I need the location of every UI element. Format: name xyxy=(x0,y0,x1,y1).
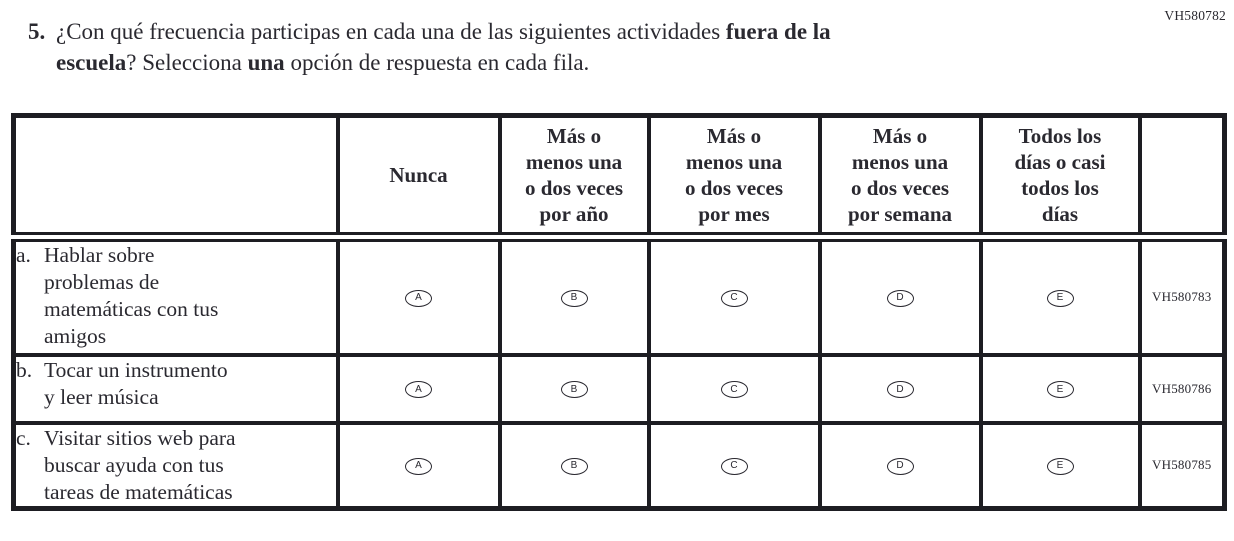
question-text-bold: escuela xyxy=(56,50,127,75)
question-text-part: ¿Con qué frecuencia participas en cada una de las siguientes actividades xyxy=(56,19,726,44)
question-text-part: opción de respuesta en cada fila. xyxy=(284,50,590,75)
row-label: c. xyxy=(16,425,31,450)
row-code: VH580783 xyxy=(1140,237,1225,355)
header-line: días xyxy=(1041,201,1079,226)
option-bubble-e[interactable]: E xyxy=(1047,381,1074,398)
column-header-por-ano xyxy=(500,116,649,237)
option-bubble-a[interactable]: A xyxy=(405,381,432,398)
header-line: Más o xyxy=(546,123,602,148)
row-text-line: Hablar sobre xyxy=(44,242,155,267)
row-text xyxy=(44,425,236,506)
table-row-a xyxy=(14,237,1225,355)
column-header-por-mes xyxy=(649,116,820,237)
row-code: VH580785 xyxy=(1140,423,1225,509)
survey-response-table xyxy=(11,113,1227,511)
header-line: o dos veces xyxy=(685,175,783,200)
row-code: VH580786 xyxy=(1140,355,1225,423)
option-cell xyxy=(649,355,820,423)
header-line: o dos veces xyxy=(525,175,623,200)
option-bubble-e[interactable]: E xyxy=(1047,290,1074,307)
option-bubble-a[interactable]: A xyxy=(405,290,432,307)
column-header-por-semana xyxy=(820,116,981,237)
option-bubble-b[interactable]: B xyxy=(561,458,588,475)
table-row-c xyxy=(14,423,1225,509)
row-text-line: buscar ayuda con tus xyxy=(44,452,224,477)
question-number: 5. xyxy=(28,19,46,44)
option-bubble-b[interactable]: B xyxy=(561,290,588,307)
table-row-b xyxy=(14,355,1225,423)
option-bubble-c[interactable]: C xyxy=(721,290,748,307)
option-cell xyxy=(500,237,649,355)
option-bubble-d[interactable]: D xyxy=(887,290,914,307)
option-cell xyxy=(500,355,649,423)
option-cell xyxy=(820,355,981,423)
option-bubble-d[interactable]: D xyxy=(887,458,914,475)
header-line: menos una xyxy=(685,149,783,174)
header-line: Más o xyxy=(872,123,928,148)
header-line: Más o xyxy=(706,123,762,148)
header-line: todos los xyxy=(1021,175,1099,200)
row-text xyxy=(44,357,228,411)
option-bubble-c[interactable]: C xyxy=(721,381,748,398)
header-line: por mes xyxy=(698,201,770,226)
row-text-line: Tocar un instrumento xyxy=(44,357,228,382)
option-cell xyxy=(649,237,820,355)
row-stem xyxy=(14,355,338,423)
column-header-todos-los-dias xyxy=(981,116,1140,237)
option-bubble-d[interactable]: D xyxy=(887,381,914,398)
header-line: por año xyxy=(539,201,609,226)
header-line: o dos veces xyxy=(851,175,949,200)
header-line: días o casi xyxy=(1014,149,1106,174)
option-bubble-c[interactable]: C xyxy=(721,458,748,475)
row-text-line: tareas de matemáticas xyxy=(44,479,233,504)
option-cell xyxy=(338,423,500,509)
header-line: menos una xyxy=(525,149,623,174)
header-row xyxy=(14,116,1225,237)
row-text-line: problemas de xyxy=(44,269,160,294)
row-stem xyxy=(14,423,338,509)
option-cell xyxy=(500,423,649,509)
question-text-bold: una xyxy=(247,50,285,75)
header-line: por semana xyxy=(847,201,953,226)
row-text xyxy=(44,242,218,350)
row-label: b. xyxy=(16,357,33,382)
header-label: Nunca xyxy=(389,162,448,187)
option-bubble-b[interactable]: B xyxy=(561,381,588,398)
option-cell xyxy=(820,237,981,355)
row-text-line: Visitar sitios web para xyxy=(44,425,236,450)
column-header-blank xyxy=(14,116,338,237)
option-bubble-e[interactable]: E xyxy=(1047,458,1074,475)
option-cell xyxy=(981,423,1140,509)
option-cell xyxy=(981,355,1140,423)
row-label: a. xyxy=(16,242,31,267)
question-text xyxy=(56,16,1056,78)
question-text-bold: fuera de la xyxy=(725,19,831,44)
option-cell xyxy=(820,423,981,509)
option-bubble-a[interactable]: A xyxy=(405,458,432,475)
header-line: Todos los xyxy=(1018,123,1102,148)
option-cell xyxy=(981,237,1140,355)
column-header-nunca xyxy=(338,116,500,237)
row-text-line: y leer música xyxy=(44,384,159,409)
option-cell xyxy=(338,355,500,423)
column-header-code-blank xyxy=(1140,116,1225,237)
question-block xyxy=(28,16,1056,78)
form-code: VH580782 xyxy=(1164,8,1226,23)
row-stem xyxy=(14,237,338,355)
option-cell xyxy=(649,423,820,509)
row-text-line: matemáticas con tus xyxy=(44,296,219,321)
row-text-line: amigos xyxy=(44,323,107,348)
header-line: menos una xyxy=(851,149,949,174)
option-cell xyxy=(338,237,500,355)
question-text-part: ? Selecciona xyxy=(126,50,248,75)
